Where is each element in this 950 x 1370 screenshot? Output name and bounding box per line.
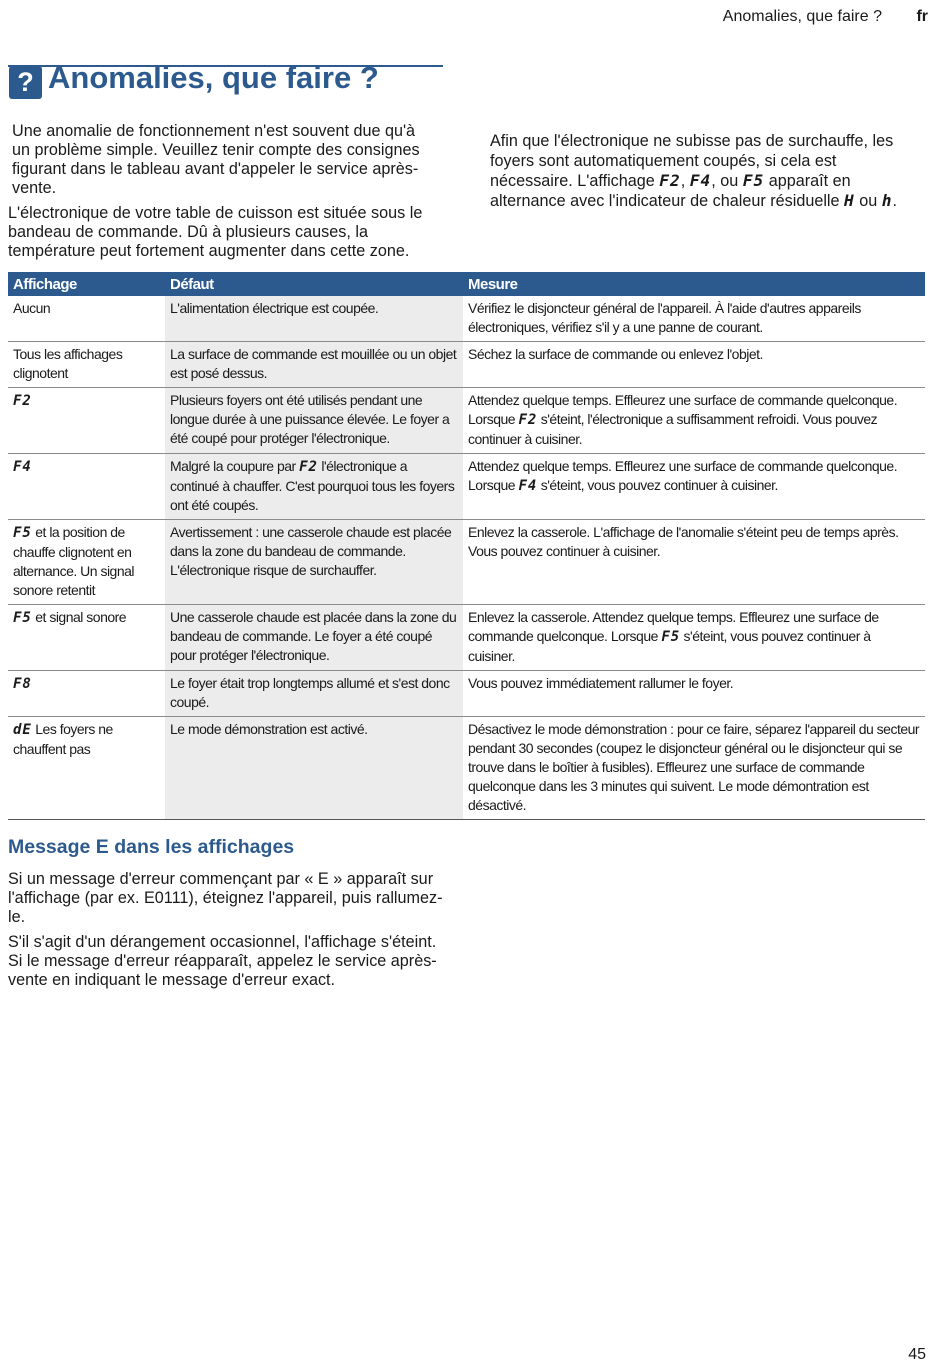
header-language: fr (916, 8, 928, 25)
cell-fault: Plusieurs foyers ont été utilisés pendant une longue durée à une puissance élevée. Le foyer a été coupé pour protéger l'électronique. (165, 388, 463, 454)
intro-text: , ou (711, 172, 743, 190)
cell-measure: Vous pouvez immédiatement rallumer le foyer. (463, 671, 925, 717)
page-number: 45 (908, 1346, 926, 1363)
display-code: F2 (13, 393, 32, 409)
measure-text: s'éteint, l'électronique a suffisamment refroidi. Vous pouvez continuer à cuisiner. (468, 411, 878, 447)
measure-text: Enlevez la casserole. Attendez quelque temps. Effleurez une surface de commande quelconque. Lorsque (468, 609, 879, 644)
cell-fault: La surface de commande est mouillée ou un objet est posé dessus. (165, 342, 463, 388)
section-paragraph-1: Si un message d'erreur commençant par « E » apparaît sur l'affichage (par ex. E0111), éteignez l'appareil, puis rallumez-le. (8, 870, 443, 926)
cell-measure: Vérifiez le disjoncteur général de l'appareil. À l'aide d'autres appareils électroniques, vérifiez s'il y a une panne de courant. (463, 296, 925, 342)
column-header-measure: Mesure (463, 272, 925, 296)
display-text: et la position de chauffe clignotent en alternance. Un signal sonore retentit (13, 524, 135, 598)
cell-display (8, 454, 165, 520)
table-row (8, 454, 925, 520)
cell-fault: L'alimentation électrique est coupée. (165, 296, 463, 342)
table-row (8, 342, 925, 388)
display-text: Les foyers ne chauffent pas (13, 721, 113, 757)
page-title: Anomalies, que faire ? (48, 60, 379, 95)
section-paragraph-2: S'il s'agit d'un dérangement occasionnel, l'affichage s'éteint. Si le message d'erreur réapparaît, appelez le service après-vente en indiquant le message d'erreur exact. (8, 933, 437, 989)
display-code: F8 (13, 676, 32, 692)
running-header (723, 8, 928, 26)
fault-text: Malgré la coupure par (170, 458, 300, 474)
measure-text: Attendez quelque temps. Effleurez une surface de commande quelconque. Lorsque (468, 458, 898, 493)
cell-fault: Le foyer était trop longtemps allumé et s'est donc coupé. (165, 671, 463, 717)
table-row (8, 388, 925, 454)
display-code: F5 (661, 629, 681, 645)
cell-measure (463, 388, 925, 454)
intro-paragraph-1: Une anomalie de fonctionnement n'est souvent due qu'à un problème simple. Veuillez tenir compte des consignes figurant dans le tableau avant d'appeler le service après-vente. (12, 122, 420, 197)
section-heading: Message E dans les affichages (8, 836, 295, 858)
cell-display (8, 296, 165, 342)
intro-text: apparaît en alternance avec l'indicateur de chaleur résiduelle (490, 172, 851, 210)
table-row (8, 605, 925, 671)
display-code: F4 (689, 171, 712, 190)
intro-paragraph-2: L'électronique de votre table de cuisson est située sous le bandeau de commande. Dû à plusieurs causes, la température peut fortement augmenter dans cette zone. (8, 204, 423, 260)
measure-text: s'éteint, vous pouvez continuer à cuisiner. (468, 628, 871, 664)
table-row (8, 296, 925, 342)
cell-measure (463, 454, 925, 520)
display-code: H (844, 191, 855, 210)
cell-display (8, 605, 165, 671)
cell-measure: Enlevez la casserole. L'affichage de l'anomalie s'éteint peu de temps après. Vous pouvez continuer à cuisiner. (463, 520, 925, 605)
cell-display (8, 342, 165, 388)
display-code: F5 (742, 171, 765, 190)
table-row (8, 520, 925, 605)
display-code: F2 (518, 412, 538, 428)
cell-display (8, 671, 165, 717)
question-mark-icon: ? (9, 66, 42, 99)
fault-text: l'électronique a continué à chauffer. C'est pourquoi tous les foyers ont été coupés. (170, 458, 455, 513)
display-code: F5 (13, 610, 32, 626)
header-section: Anomalies, que faire ? (722, 8, 882, 25)
cell-fault: Le mode démonstration est activé. (165, 717, 463, 820)
troubleshooting-table (8, 272, 925, 820)
cell-display (8, 717, 165, 820)
display-code: F4 (518, 478, 538, 494)
cell-measure (463, 605, 925, 671)
display-code: dE (13, 722, 32, 738)
cell-fault (165, 454, 463, 520)
intro-text: ou (854, 192, 882, 210)
table-header-row (8, 272, 925, 296)
intro-paragraph-3 (490, 131, 920, 211)
cell-measure: Séchez la surface de commande ou enlevez l'objet. (463, 342, 925, 388)
measure-text: s'éteint, vous pouvez continuer à cuisiner. (537, 477, 778, 493)
table-row (8, 717, 925, 820)
table-row (8, 671, 925, 717)
intro-text: Afin que l'électronique ne subisse pas de surchauffe, les foyers sont automatiquement coupés, si cela est nécessaire. L'affichage (490, 132, 894, 190)
cell-display (8, 520, 165, 605)
cell-fault: Une casserole chaude est placée dans la zone du bandeau de commande. Le foyer a été coupé pour protéger l'électronique. (165, 605, 463, 671)
intro-text: , (680, 172, 690, 190)
display-code: h (881, 191, 893, 210)
cell-fault: Avertissement : une casserole chaude est placée dans la zone du bandeau de commande. L'électronique risque de surchauffer. (165, 520, 463, 605)
display-code: F2 (659, 171, 681, 190)
measure-text: Attendez quelque temps. Effleurez une surface de commande quelconque. Lorsque (468, 392, 898, 427)
display-code: F4 (13, 459, 32, 475)
display-text: et signal sonore (31, 609, 127, 625)
column-header-display: Affichage (8, 272, 165, 296)
column-header-fault: Défaut (165, 272, 463, 296)
intro-text: . (892, 192, 898, 210)
display-text: Aucun (13, 300, 51, 316)
cell-measure: Désactivez le mode démonstration : pour ce faire, séparez l'appareil du secteur pendant 30 secondes (coupez le disjoncteur général ou le disjoncteur qui se trouve dans le boîtier à fusibles). Effleurez une surface de commande quelconque dans les 3 minutes qui suivent. Le mode démontration est désactivé. (463, 717, 925, 820)
cell-display (8, 388, 165, 454)
display-code: F2 (299, 459, 318, 475)
display-code: F5 (13, 525, 32, 541)
display-text: Tous les affichages clignotent (13, 346, 123, 381)
